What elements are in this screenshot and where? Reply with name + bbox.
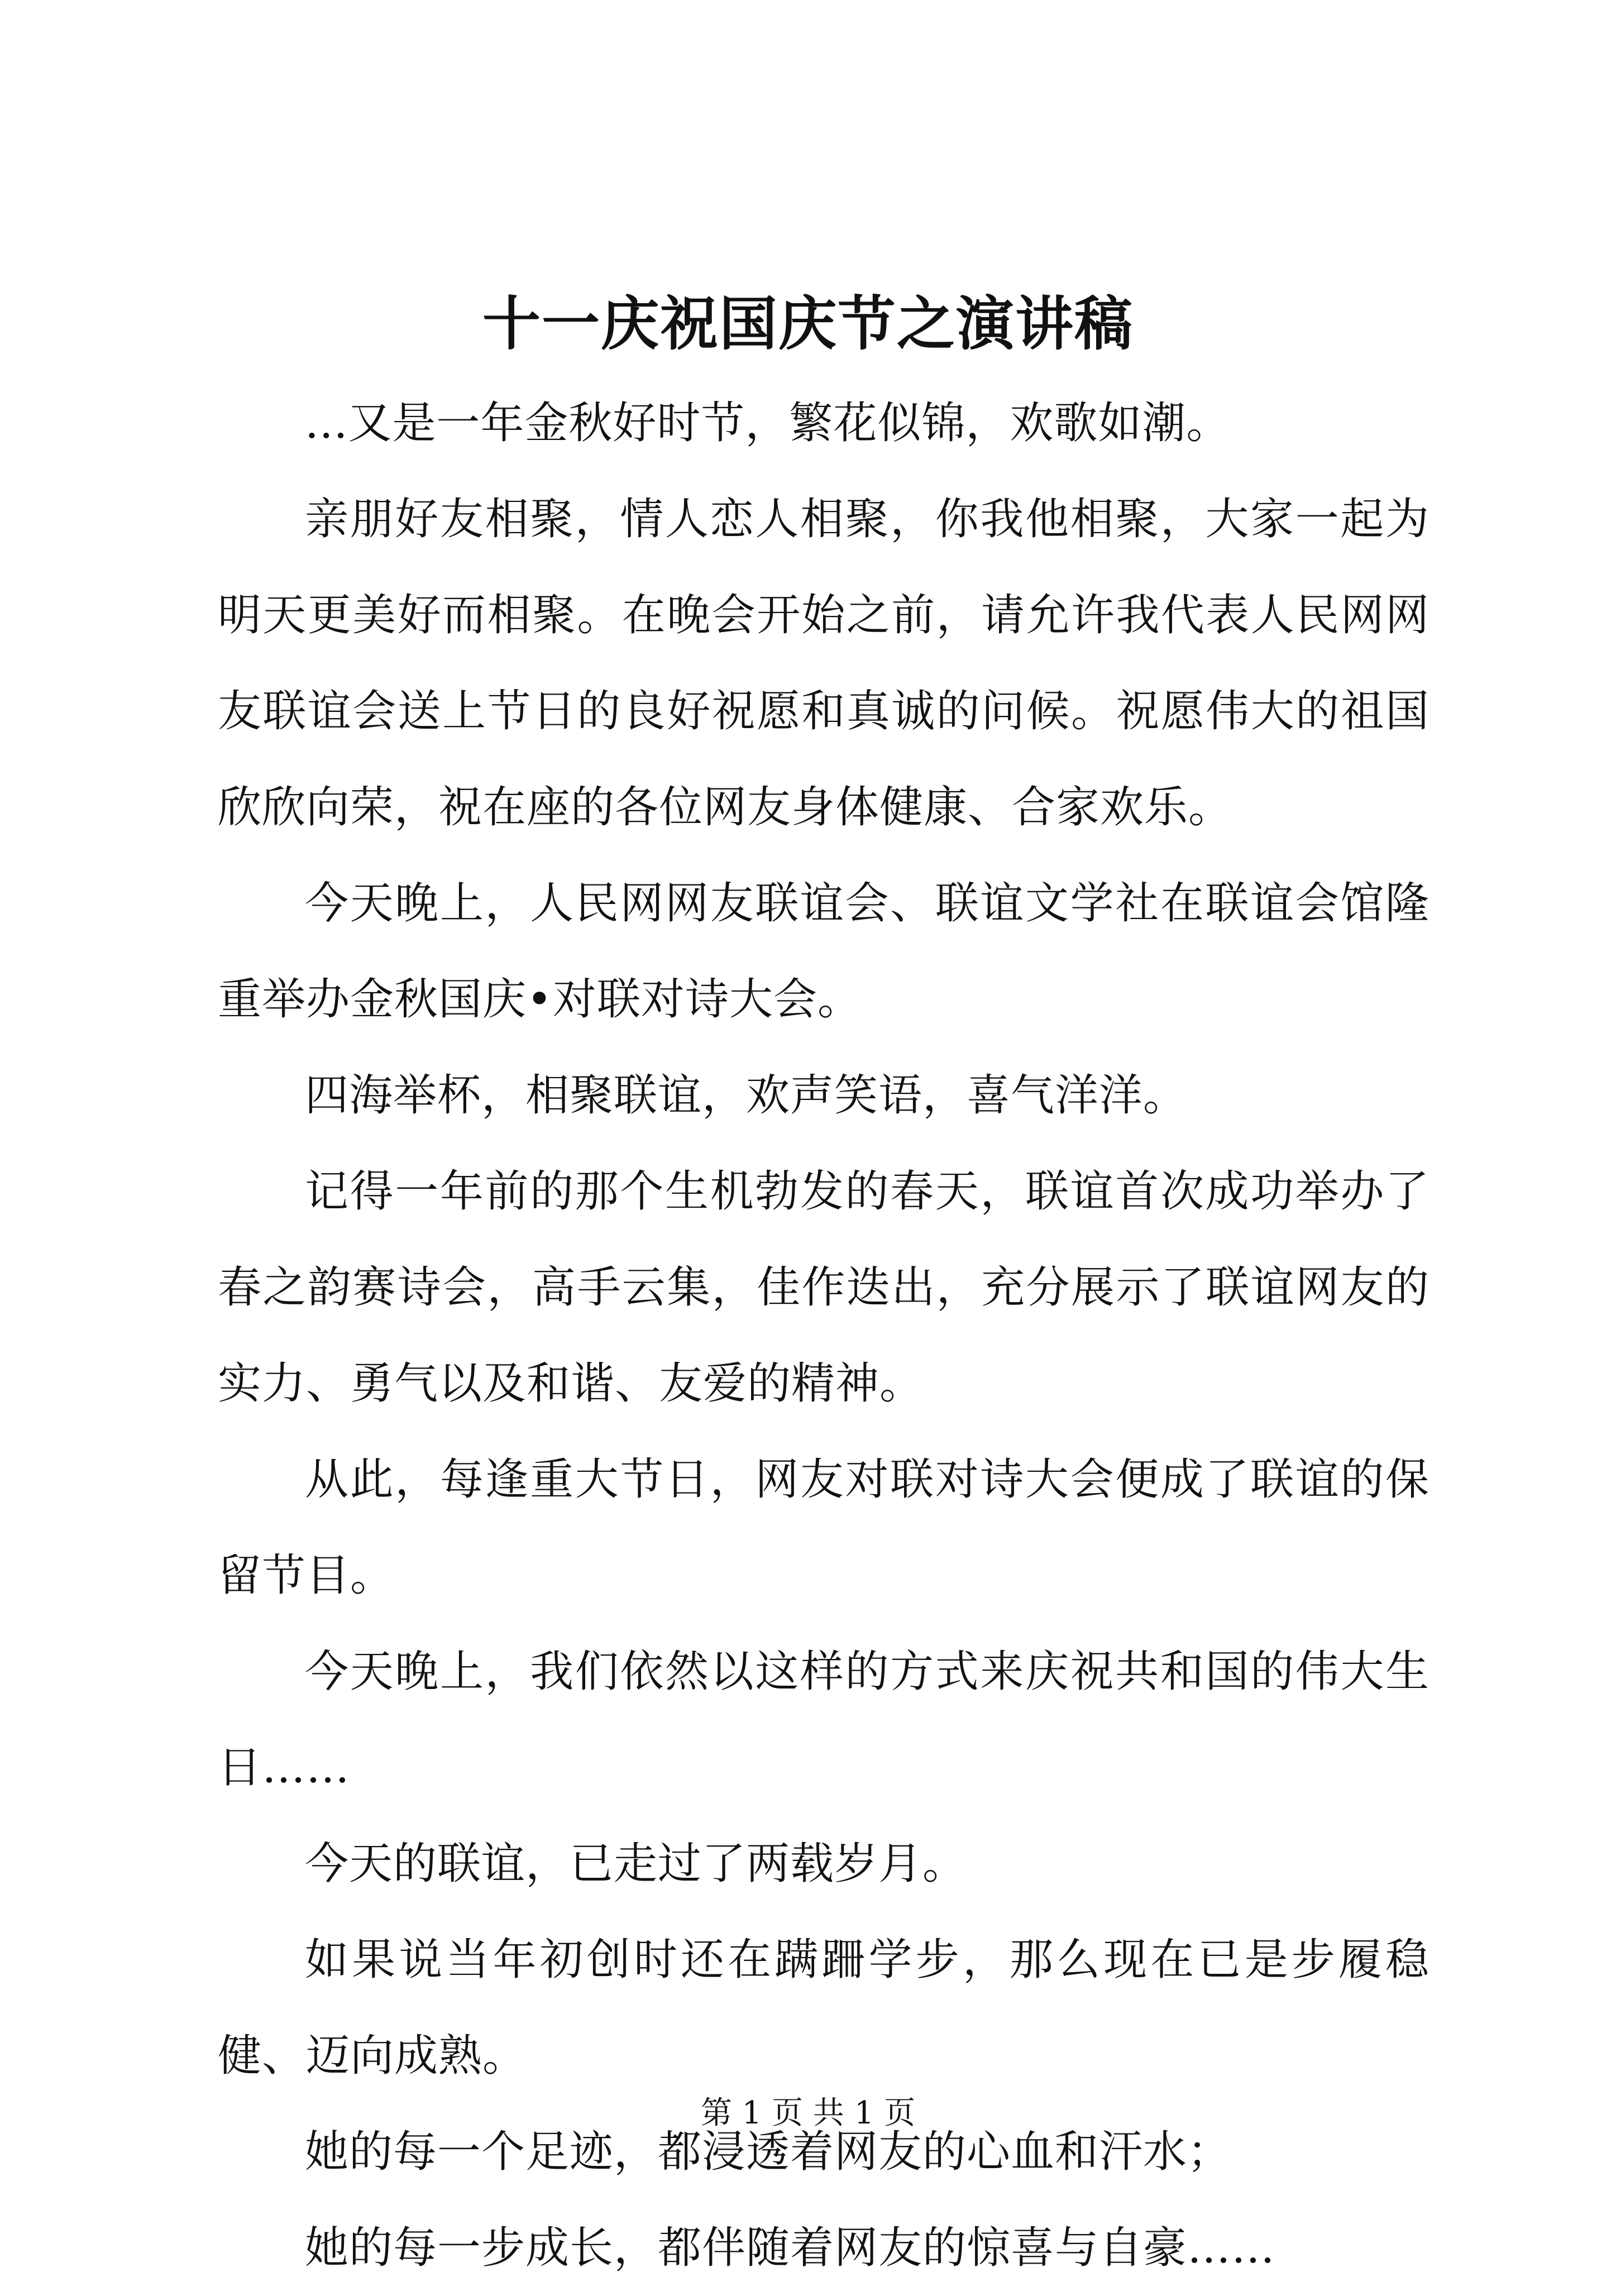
paragraph-6: 从此，每逢重大节日，网友对联对诗大会便成了联谊的保留节目。 (218, 1455, 1429, 1601)
paragraph-8: 今天的联谊，已走过了两载岁月。 (305, 1839, 967, 1889)
paragraph-5: 记得一年前的那个生机勃发的春天，联谊首次成功举办了春之韵赛诗会，高手云集，佳作迭出，充分展示了联谊网友的实力、勇气以及和谐、友爱的精神。 (218, 1166, 1429, 1409)
paragraph-2: 亲朋好友相聚，情人恋人相聚，你我他相聚，大家一起为明天更美好而相聚。在晚会开始之前，请允许我代表人民网网友联谊会送上节日的良好祝愿和真诚的问候。祝愿伟大的祖国欣欣向荣，祝在座的各位网友身体健康、合家欢乐。 (218, 494, 1429, 833)
document-body (218, 375, 1429, 2296)
paragraph-4: 四海举杯，相聚联谊，欢声笑语，喜气洋洋。 (305, 1070, 1188, 1121)
page-footer: 第 1 页 共 1 页 (700, 2095, 916, 2131)
paragraph-11: 她的每一步成长，都伴随着网友的惊喜与自豪…… (305, 2223, 1276, 2273)
paragraph-10: 她的每一个足迹，都浸透着网友的心血和汗水； (305, 2127, 1232, 2177)
paragraph-3: 今天晚上，人民网网友联谊会、联谊文学社在联谊会馆隆重举办金秋国庆•对联对诗大会。 (218, 878, 1429, 1025)
paragraph-9: 如果说当年初创时还在蹒跚学步，那么现在已是步履稳健、迈向成熟。 (218, 1935, 1429, 2081)
paragraph-1: ...又是一年金秋好时节，繁花似锦，欢歌如潮。 (305, 398, 1231, 448)
document-title: 十一庆祝国庆节之演讲稿 (482, 289, 1134, 358)
paragraph-7: 今天晚上，我们依然以这样的方式来庆祝共和国的伟大生日…… (218, 1647, 1429, 1793)
